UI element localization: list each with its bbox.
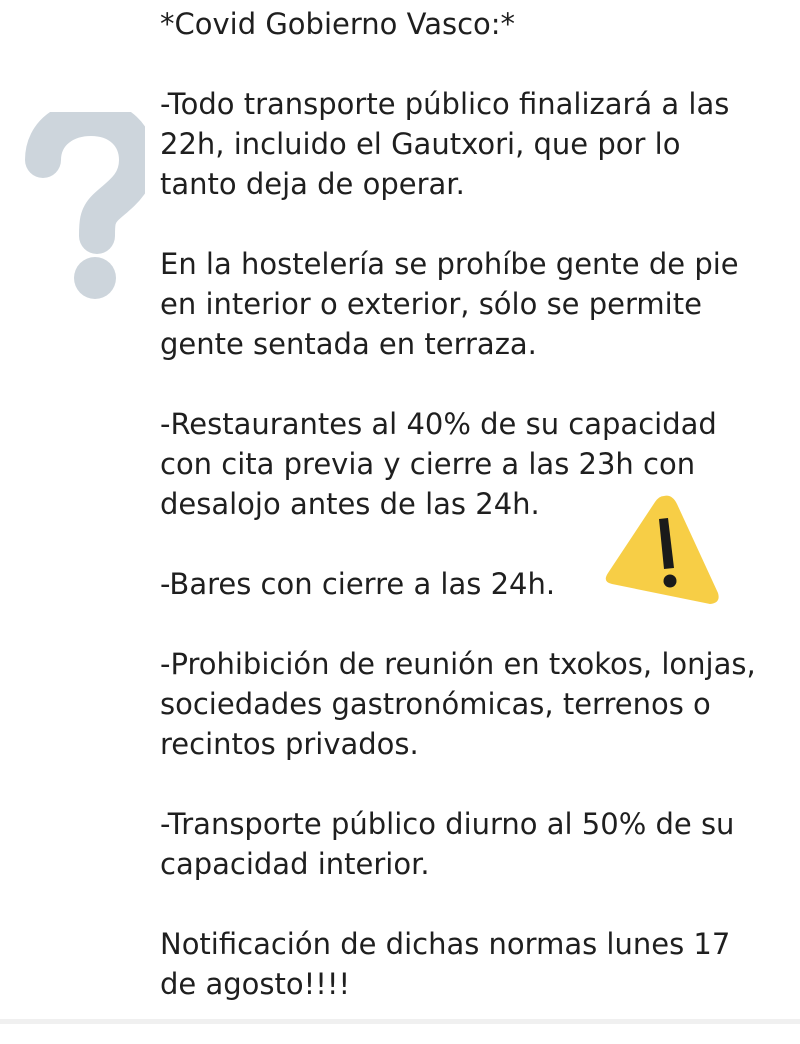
message-paragraph [160,924,780,1004]
message-line: en interior o exterior, sólo se permite [160,287,702,321]
message-line: capacidad interior. [160,847,430,881]
message-paragraph [160,564,780,604]
message-line: -Bares con cierre a las 24h. [160,567,556,601]
message-line: En la hostelería se prohíbe gente de pie [160,247,739,281]
message-line: -Prohibición de reunión en txokos, lonjas, [160,647,756,681]
bottom-divider [0,1019,800,1024]
message-line: gente sentada en terraza. [160,327,537,361]
message-line: Notificación de dichas normas lunes 17 [160,927,731,961]
message-line: con cita previa y cierre a las 23h con [160,447,696,481]
message-line: recintos privados. [160,727,419,761]
message-line: -Todo transporte público finalizará a las [160,87,730,121]
message-paragraph [160,244,780,364]
message-body [160,4,780,1044]
message-line: tanto deja de operar. [160,167,465,201]
message-line: de agosto!!!! [160,967,351,1001]
message-line: *Covid Gobierno Vasco:* [160,7,516,41]
message-paragraph [160,84,780,204]
message-paragraph [160,804,780,884]
message-paragraph [160,404,780,524]
question-mark-icon [25,112,145,302]
message-title [160,4,780,44]
message-line: -Transporte público diurno al 50% de su [160,807,735,841]
message-line: -Restaurantes al 40% de su capacidad [160,407,717,441]
message-line: desalojo antes de las 24h. [160,487,540,521]
message-paragraph [160,644,780,764]
message-line: sociedades gastronómicas, terrenos o [160,687,711,721]
message-line: 22h, incluido el Gautxori, que por lo [160,127,681,161]
